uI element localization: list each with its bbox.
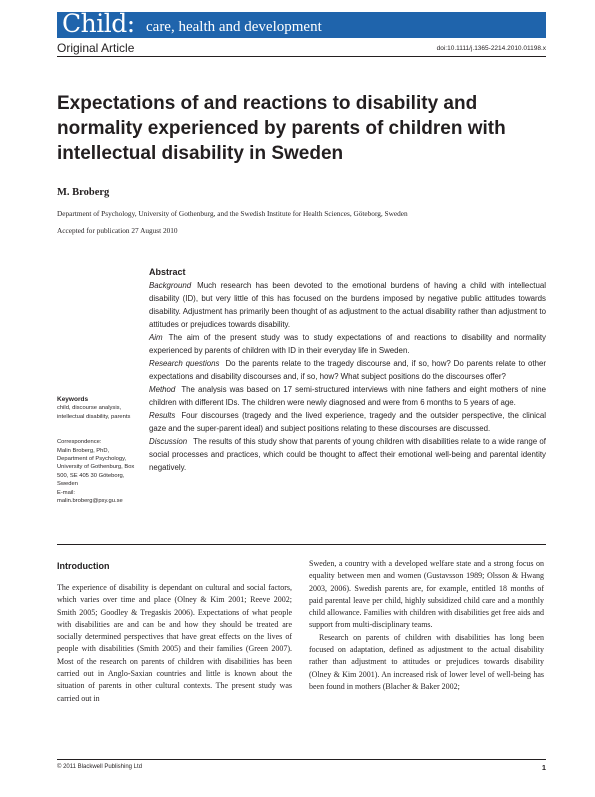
author: M. Broberg — [57, 187, 110, 198]
abstract-label: Method — [149, 385, 176, 394]
affiliation: Department of Psychology, University of Gothenburg, and the Swedish Institute for Health Sciences, Göteborg, Sweden — [57, 209, 408, 218]
abstract-label: Research questions — [149, 359, 220, 368]
abstract-rule — [57, 544, 546, 545]
abstract-text: Do the parents relate to the tragedy discourse and, if so, how? Do parents relate to other expectations and disability discourses and, if so, how? What subject positions do the discourses offer? — [149, 359, 546, 381]
body-paragraph: Sweden, a country with a developed welfare state and a strong focus on equality between men and women (Gustavsson 1989; Olsson & Hwang 2003, 2006). Swedish parents are, for example, entitled 18 months of paid parental leave per child, highly subsidized child care and a monthly child allowance. Families with children with disabilities get free aids and support from multi-disciplinary teams. — [309, 559, 544, 630]
article-type: Original Article — [57, 41, 135, 55]
keywords-heading: Keywords — [57, 396, 89, 403]
section-heading-introduction: Introduction — [57, 561, 110, 571]
body-column-right — [309, 558, 544, 693]
abstract-label: Aim — [149, 333, 163, 342]
page-number: 1 — [541, 763, 546, 772]
accepted-date: Accepted for publication 27 August 2010 — [57, 226, 178, 235]
body-column-left — [57, 558, 292, 705]
abstract-text: Four discourses (tragedy and the lived experience, tragedy and the outsider perspective, the clinical gaze and the super-parent ideal) and subject positions relating to these discourses are discussed. — [149, 411, 546, 433]
keywords: child, discourse analysis, intellectual disability, parents — [57, 405, 131, 420]
abstract-discussion — [149, 435, 546, 474]
copyright: © 2011 Blackwell Publishing Ltd — [57, 764, 143, 770]
journal-banner — [57, 12, 546, 38]
journal-name-main: Child: — [62, 12, 135, 38]
abstract-text: The aim of the present study was to study expectations of and reactions to disability and normality experienced by parents of children with ID in their everyday life in Sweden. — [149, 333, 546, 355]
body-paragraph: Research on parents of children with disabilities has long been focused on adaptation, defined as adjustment to the actual disability rather than adjustment to attitudes or prejudices towards disability (Olney & Kim 2001). An increased risk of lower level of well-being has been found in mothers (Blacher & Baker 2002; — [309, 632, 544, 691]
correspondence-heading: Correspondence: — [57, 439, 102, 446]
abstract-method — [149, 383, 546, 409]
abstract-label: Results — [149, 411, 176, 420]
abstract-background — [149, 279, 546, 331]
article-title: Expectations of and reactions to disability and normality experienced by parents of children with intellectual disability in Sweden — [57, 93, 506, 164]
abstract-label: Discussion — [149, 437, 188, 446]
doi[interactable]: doi:10.1111/j.1365-2214.2010.01198.x — [436, 45, 546, 52]
journal-name-subtitle: care, health and development — [146, 19, 322, 35]
abstract — [149, 265, 546, 474]
abstract-text: The analysis was based on 17 semi-structured interviews with nine fathers and eight mothers of nine children with different IDs. The children were newly diagnosed and were from 6 months to 5 years of age. — [149, 385, 546, 407]
abstract-research-questions — [149, 357, 546, 383]
abstract-results — [149, 409, 546, 435]
header-rule — [57, 56, 546, 57]
abstract-text: The results of this study show that parents of young children with disabilities relate to a wide range of social processes and practices, which could be thought to affect their emotional well-being and parental identity negatively. — [149, 437, 546, 472]
footer-rule — [57, 759, 546, 760]
email-label: E-mail: — [57, 489, 76, 496]
abstract-label: Background — [149, 281, 192, 290]
abstract-aim — [149, 331, 546, 357]
sidebar — [57, 396, 139, 505]
abstract-heading: Abstract — [149, 267, 186, 277]
abstract-text: Much research has been devoted to the emotional burdens of having a child with intellectual disability (ID), but very little of this has focused on the burdens imposed by negative public attitudes towards disability. Adjustment has primarily been thought of as adjustment to the actual disability rather than adjustment to attitudes or prejudices towards disability. — [149, 281, 546, 329]
body-paragraph: The experience of disability is dependant on cultural and social factors, which varies over time and place (Olney & Kim 2001; Reeve 2002; Smith 2005; Goodley & Tregaskis 2006). Expectations of what people with disabilities are and can be and how they should be treated are socially determined perspectives that have great effects on the lives of people with disabilities (Smith 2005) and their families (Green 2007). Most of the research on parents of children with disabilities has been carried out in Anglo-Saxian countries and little is known about the situation of parents in other cultural contexts. The present study was carried out in — [57, 583, 292, 703]
correspondence-address: Malin Broberg, PhD, Department of Psychology, University of Gothenburg, Box 500, SE 405 30 Göteborg, Sweden — [57, 447, 135, 488]
email-address[interactable]: malin.broberg@psy.gu.se — [57, 498, 123, 505]
